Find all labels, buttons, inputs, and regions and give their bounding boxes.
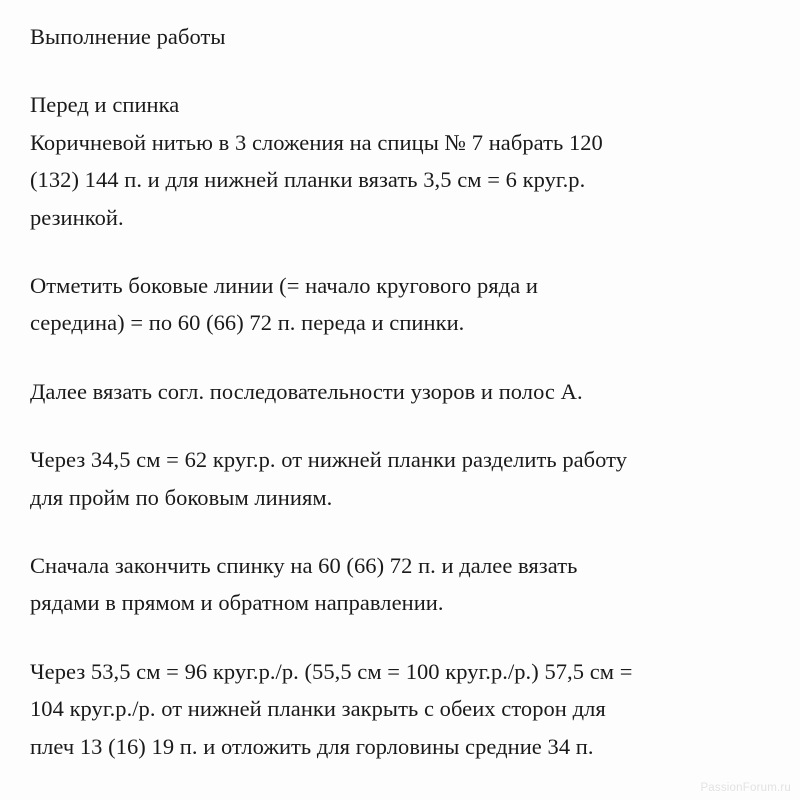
- text-line: Сначала закончить спинку на 60 (66) 72 п. и далее вязать: [30, 553, 578, 579]
- paragraph-finish-back: [30, 547, 770, 622]
- text-line: середина) = по 60 (66) 72 п. переда и спинки.: [30, 310, 465, 336]
- text-line: Через 53,5 см = 96 круг.р./р. (55,5 см = 100 круг.р./р.) 57,5 см =: [30, 658, 633, 684]
- text-line: 104 круг.р./р. от нижней планки закрыть с обеих сторон для: [30, 696, 606, 722]
- text-line: Через 34,5 см = 62 круг.р. от нижней планки разделить работу: [30, 447, 628, 473]
- paragraph-front-and-back-section: [30, 86, 770, 236]
- text-line: Отметить боковые линии (= начало кругового ряда и: [30, 273, 539, 299]
- paragraph-heading: [30, 18, 770, 55]
- text-line: (132) 144 п. и для нижней планки вязать 3,5 см = 6 круг.р.: [30, 167, 586, 193]
- text-line: резинкой.: [30, 204, 124, 230]
- paragraph-mark-side-lines: [30, 267, 770, 342]
- text-line: Далее вязать согл. последовательности узоров и полос А.: [30, 378, 583, 404]
- paragraph-armhole-division: [30, 441, 770, 516]
- document-body: [30, 18, 770, 765]
- text-line: для пройм по боковым линиям.: [30, 484, 333, 510]
- text-line: плеч 13 (16) 19 п. и отложить для горловины средние 34 п.: [30, 733, 594, 759]
- watermark: PassionForum.ru: [700, 782, 791, 794]
- text-line: Выполнение работы: [30, 24, 226, 49]
- text-line: рядами в прямом и обратном направлении.: [30, 590, 444, 616]
- paragraph-shoulders-and-neckline: [30, 653, 770, 765]
- paragraph-pattern-sequence: [30, 373, 770, 410]
- text-line: Перед и спинка: [30, 92, 180, 118]
- text-line: Коричневой нитью в 3 сложения на спицы № 7 набрать 120: [30, 129, 603, 155]
